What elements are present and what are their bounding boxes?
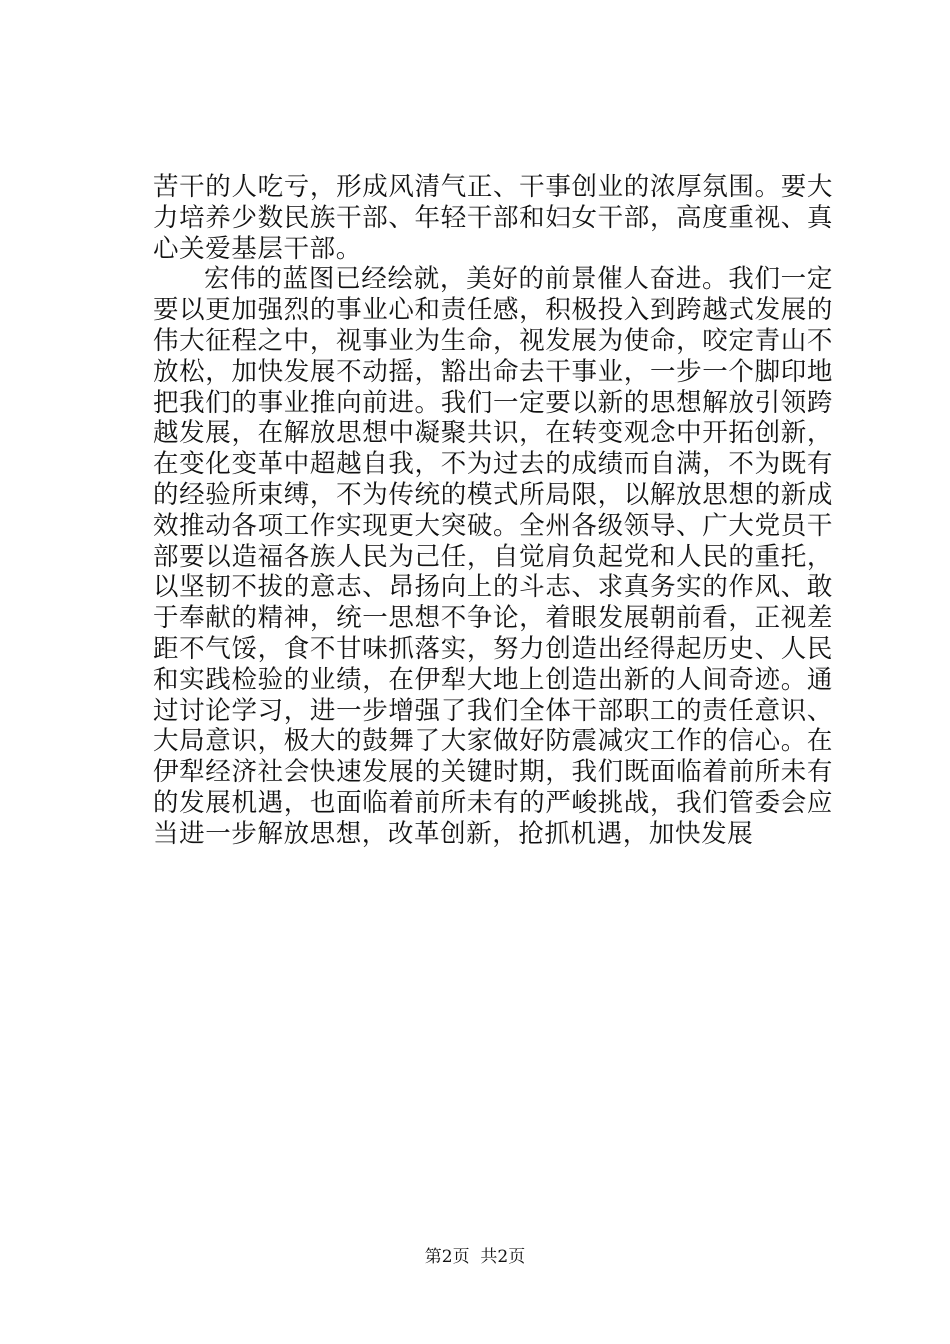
paragraph-main: 宏伟的蓝图已经绘就，美好的前景催人奋进。我们一定要以更加强烈的事业心和责任感，积极投入到跨越式发展的伟大征程之中，视事业为生命，视发展为使命，咬定青山不放松，加快发展不动摇，豁出命去干事业，一步一个脚印地把我们的事业推向前进。我们一定要以新的思想解放引领跨越发展，在解放思想中凝聚共识，在转变观念中开拓创新，在变化变革中超越自我，不为过去的成绩而自满，不为既有的经验所束缚，不为传统的模式所局限，以解放思想的新成效推动各项工作实现更大突破。全州各级领导、广大党员干部要以造福各族人民为己任，自觉肩负起党和人民的重托，以坚韧不拔的意志、昂扬向上的斗志、求真务实的作风、敢于奉献的精神，统一思想不争论，着眼发展朝前看，正视差距不气馁，食不甘味抓落实，努力创造出经得起历史、人民和实践检验的业绩，在伊犁大地上创造出新的人间奇迹。通过讨论学习，进一步增强了我们全体干部职工的责任意识、大局意识，极大的鼓舞了大家做好防震减灾工作的信心。在伊犁经济社会快速发展的关键时期，我们既面临着前所未有的发展机遇，也面临着前所未有的严峻挑战，我们管委会应当进一步解放思想，改革创新，抢抓机遇，加快发展 bbox=[153, 264, 833, 849]
document-body bbox=[153, 172, 833, 850]
page-number: 第2页 共2页 bbox=[424, 1247, 526, 1267]
paragraph-continuation: 苦干的人吃亏，形成风清气正、干事创业的浓厚氛围。要大力培养少数民族干部、年轻干部和妇女干部，高度重视、真心关爱基层干部。 bbox=[153, 172, 833, 264]
page-footer bbox=[0, 1246, 950, 1268]
